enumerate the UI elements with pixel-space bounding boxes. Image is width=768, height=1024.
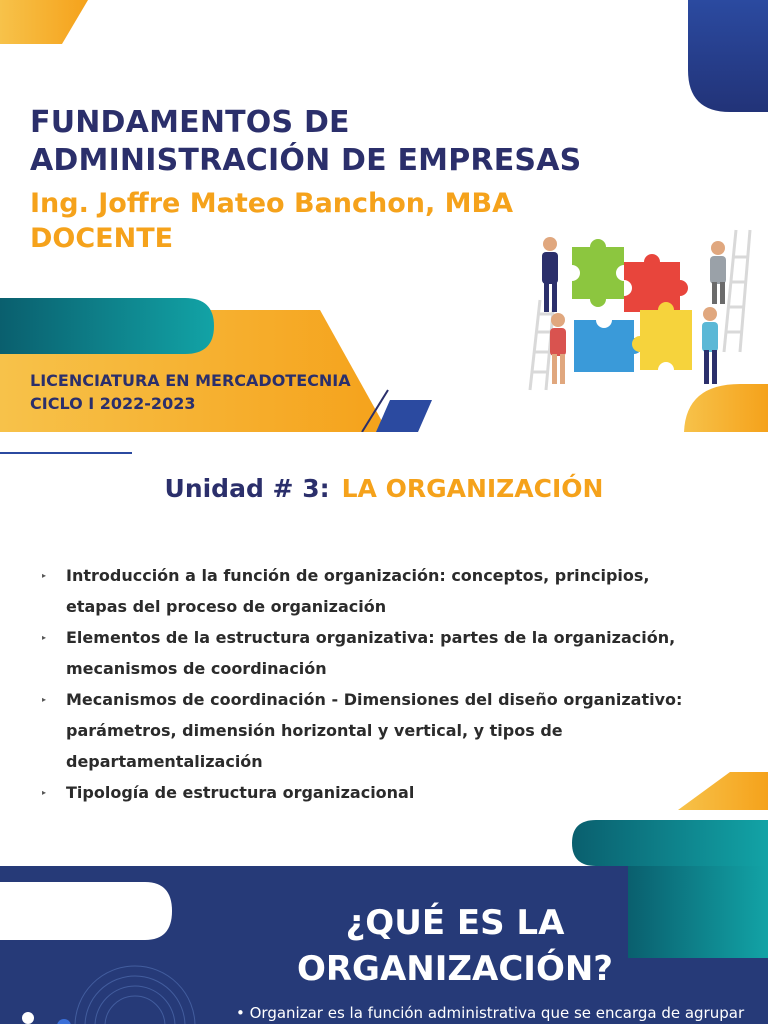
title-slide: [0, 0, 768, 432]
author-block: [30, 186, 513, 256]
teamwork-puzzle-illustration: [510, 222, 760, 394]
topic-list: [42, 560, 692, 808]
bullet-icon: ▸: [42, 633, 47, 642]
course-title-line1: FUNDAMENTOS DE: [30, 105, 350, 140]
definition-paragraph: • Organizar es la función administrativa que se encarga de agrupar: [236, 1004, 745, 1022]
question-heading: [250, 900, 660, 992]
list-item: ▸ Elementos de la estructura organizativa: partes de la organización, mecanismos de coordinación: [42, 622, 692, 684]
bullet-icon: ▸: [42, 571, 47, 580]
program-name: LICENCIATURA EN MERCADOTECNIA: [30, 371, 351, 390]
list-item: ▸ Tipología de estructura organizacional: [42, 777, 692, 808]
unit-slide: [0, 432, 768, 867]
bullet-icon: ▸: [42, 695, 47, 704]
unit-title: LA ORGANIZACIÓN: [341, 474, 604, 503]
course-title: [30, 104, 581, 180]
program-info: [30, 369, 351, 415]
program-cycle: CICLO I 2022-2023: [30, 394, 196, 413]
author-role: DOCENTE: [30, 223, 174, 254]
bullet-icon: ▸: [42, 788, 47, 797]
question-slide: [0, 866, 768, 1024]
question-line2: ORGANIZACIÓN?: [296, 949, 614, 989]
unit-label: Unidad # 3:: [164, 474, 330, 503]
author-name: Ing. Joffre Mateo Banchon, MBA: [30, 188, 514, 219]
question-line1: ¿QUÉ ES LA: [345, 903, 565, 943]
course-title-line2: ADMINISTRACIÓN DE EMPRESAS: [30, 143, 582, 178]
unit-heading: [0, 474, 768, 503]
list-item: ▸ Introducción a la función de organización: conceptos, principios, etapas del proceso de organización: [42, 560, 692, 622]
list-item: ▸ Mecanismos de coordinación - Dimensiones del diseño organizativo: parámetros, dimensión horizontal y vertical, y tipos de departamentalización: [42, 684, 692, 777]
